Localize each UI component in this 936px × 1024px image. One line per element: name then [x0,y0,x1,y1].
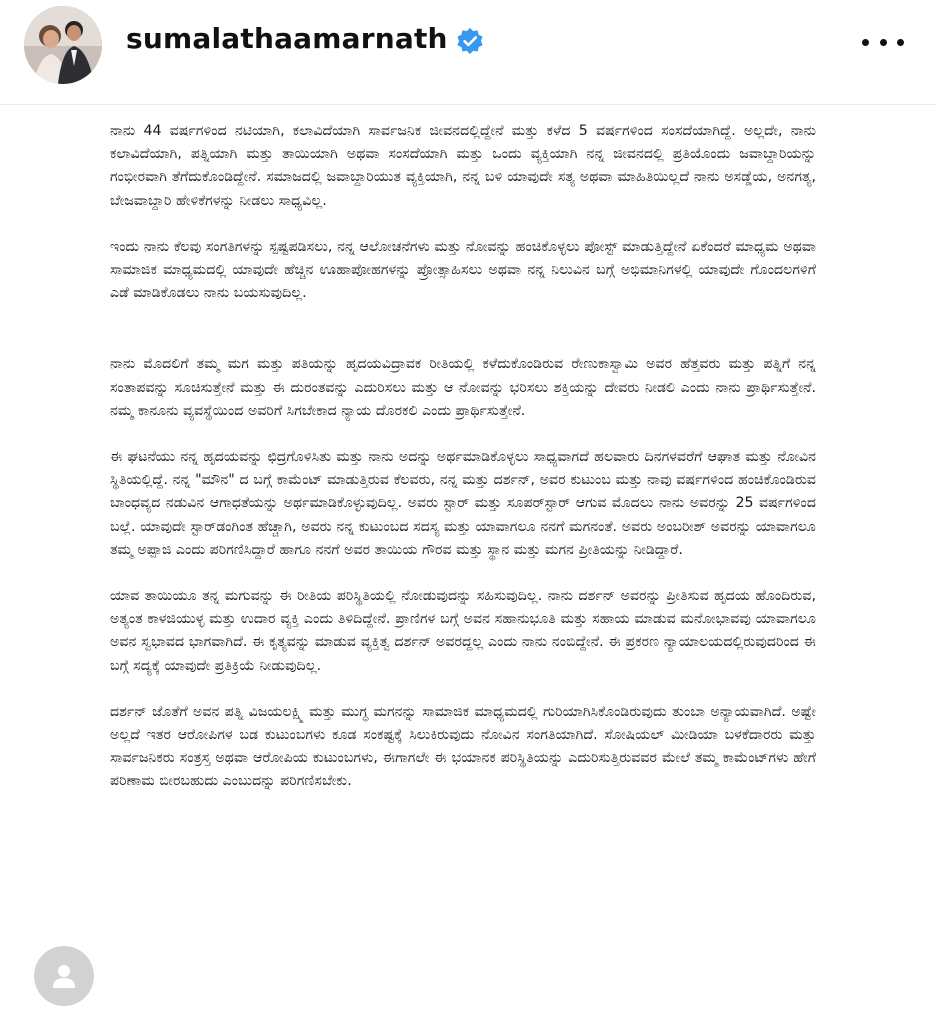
header-divider [0,104,936,105]
dot-icon [862,39,869,46]
profile-avatar[interactable] [24,6,102,84]
post-header [0,0,936,92]
paragraph: ಯಾವ ತಾಯಿಯೂ ತನ್ನ ಮಗುವನ್ನು ಈ ರೀತಿಯ ಪರಿಸ್ಥಿತಿಯಲ್ಲಿ ನೋಡುವುದನ್ನು ಸಹಿಸುವುದಿಲ್ಲ. ನಾನು ದರ್ಶನ್ ಅವರನ್ನು ಪ್ರೀತಿಸುವ ಹೃದಯ ಹೊಂದಿರುವ, ಅತ್ಯಂತ ಕಾಳಜಿಯುಳ್ಳ ಮತ್ತು ಉದಾರ ವ್ಯಕ್ತಿ ಎಂದು ತಿಳಿದಿದ್ದೇನೆ. ಪ್ರಾಣಿಗಳ ಬಗ್ಗೆ ಅವನ ಸಹಾನುಭೂತಿ ಮತ್ತು ಸಹಾಯ ಮಾಡುವ ಮನೋಭಾವವು ಯಾವಾಗಲೂ ಅವನ ಸ್ವಭಾವದ ಭಾಗವಾಗಿದೆ. ಈ ಕೃತ್ಯವನ್ನು ಮಾಡುವ ವ್ಯಕ್ತಿತ್ವ ದರ್ಶನ್ ಅವರದ್ದಲ್ಲ ಎಂದು ನಾನು ನಂಬಿದ್ದೇನೆ. ಈ ಪ್ರಕರಣ ನ್ಯಾಯಾಲಯದಲ್ಲಿರುವುದರಿಂದ ಈ ಬಗ್ಗೆ ಸದ್ಯಕ್ಕೆ ಯಾವುದೇ ಪ್ರತಿಕ್ರಿಯೆ ನೀಡುವುದಿಲ್ಲ. [110,588,816,674]
paragraph: ನಾನು ಮೊದಲಿಗೆ ತಮ್ಮ ಮಗ ಮತ್ತು ಪತಿಯನ್ನು ಹೃದಯವಿದ್ರಾವಕ ರೀತಿಯಲ್ಲಿ ಕಳೆದುಕೊಂಡಿರುವ ರೇಣುಕಾಸ್ವಾಮಿ ಅವರ ಹೆತ್ತವರು ಮತ್ತು ಪತ್ನಿಗೆ ನನ್ನ ಸಂತಾಪವನ್ನು ಸೂಚಿಸುತ್ತೇನೆ ಮತ್ತು ಈ ದುರಂತವನ್ನು ಎದುರಿಸಲು ಮತ್ತು ಆ ನೋವನ್ನು ಭರಿಸಲು ಶಕ್ತಿಯನ್ನು ದೇವರು ನೀಡಲಿ ಎಂದು ನಾನು ಪ್ರಾರ್ಥಿಸುತ್ತೇನೆ. ನಮ್ಮ ಕಾನೂನು ವ್ಯವಸ್ಥೆಯಿಂದ ಅವರಿಗೆ ಸಿಗಬೇಕಾದ ನ್ಯಾಯ ದೊರಕಲಿ ಎಂದು ಪ್ರಾರ್ಥಿಸುತ್ತೇನೆ. [110,356,816,419]
paragraph: ಈ ಘಟನೆಯು ನನ್ನ ಹೃದಯವನ್ನು ಛಿದ್ರಗೊಳಿಸಿತು ಮತ್ತು ನಾನು ಅದನ್ನು ಅರ್ಥಮಾಡಿಕೊಳ್ಳಲು ಸಾಧ್ಯವಾಗದೆ ಹಲವಾರು ದಿನಗಳವರೆಗೆ ಆಘಾತ ಮತ್ತು ನೋವಿನ ಸ್ಥಿತಿಯಲ್ಲಿದ್ದೆ. ನನ್ನ "ಮೌನ" ದ ಬಗ್ಗೆ ಕಾಮೆಂಟ್ ಮಾಡುತ್ತಿರುವ ಕೆಲವರು, ನನ್ನ ಮತ್ತು ದರ್ಶನ್, ಅವರ ಕುಟುಂಬ ಮತ್ತು ನಾವು ವರ್ಷಗಳಿಂದ ಹಂಚಿಕೊಂಡಿರುವ ಬಾಂಧವ್ಯದ ನಡುವಿನ ಆಗಾಧತೆಯನ್ನು ಅರ್ಥಮಾಡಿಕೊಳ್ಳುವುದಿಲ್ಲ. ಅವರು ಸ್ಟಾರ್ ಮತ್ತು ಸೂಪರ್‌ಸ್ಟಾರ್ ಆಗುವ ಮೊದಲು ನಾನು ಅವರನ್ನು 25 ವರ್ಷಗಳಿಂದ ಬಲ್ಲೆ. ಯಾವುದೇ ಸ್ಟಾರ್‌ಡಂಗಿಂತ ಹೆಚ್ಚಾಗಿ, ಅವರು ನನ್ನ ಕುಟುಂಬದ ಸದಸ್ಯ ಮತ್ತು ಯಾವಾಗಲೂ ನನಗೆ ಮಗನಂತೆ. ಅವರು ಅಂಬರೀಶ್ ಅವರನ್ನು ಯಾವಾಗಲೂ ತಮ್ಮ ಅಪ್ಪಾಜಿ ಎಂದು ಪರಿಗಣಿಸಿದ್ದಾರೆ ಹಾಗೂ ನನಗೆ ಅವರ ತಾಯಿಯ ಗೌರವ ಮತ್ತು ಸ್ಥಾನ ಮತ್ತು ಮಗನ ಪ್ರೀತಿಯನ್ನು ನೀಡಿದ್ದಾರೆ. [110,449,816,558]
post-text [110,120,816,817]
more-options-icon[interactable] [862,28,904,56]
paragraph: ದರ್ಶನ್ ಜೊತೆಗೆ ಅವನ ಪತ್ನಿ ವಿಜಯಲಕ್ಷ್ಮಿ ಮತ್ತು ಮುಗ್ಧ ಮಗನನ್ನು ಸಾಮಾಜಿಕ ಮಾಧ್ಯಮದಲ್ಲಿ ಗುರಿಯಾಗಿಸಿಕೊಂಡಿರುವುದು ತುಂಬಾ ಅನ್ಯಾಯವಾಗಿದೆ. ಅಷ್ಟೇ ಅಲ್ಲದೆ ಇತರ ಆರೋಪಿಗಳ ಬಡ ಕುಟುಂಬಗಳು ಕೂಡ ಸಂಕಷ್ಟಕ್ಕೆ ಸಿಲುಕಿರುವುದು ನೋವಿನ ಸಂಗತಿಯಾಗಿದೆ. ಸೋಷಿಯಲ್ ಮೀಡಿಯಾ ಬಳಕೆದಾರರು ಮತ್ತು ಸಾರ್ವಜನಿಕರು ಸಂತ್ರಸ್ತ ಅಥವಾ ಆರೋಪಿಯ ಕುಟುಂಬಗಳು, ಈಗಾಗಲೇ ಈ ಭಯಾನಕ ಪರಿಸ್ಥಿತಿಯನ್ನು ಎದುರಿಸುತ್ತಿರುವವರ ಮೇಲೆ ತಮ್ಮ ಕಾಮೆಂಟ್‌ಗಳು ಹೇಗೆ ಪರಿಣಾಮ ಬೀರಬಹುದು ಎಂಬುದನ್ನು ಪರಿಗಣಿಸಬೇಕು. [110,703,816,790]
dot-icon [897,39,904,46]
dot-icon [880,39,887,46]
user-placeholder-icon[interactable] [34,946,94,1006]
paragraph: ಇಂದು ನಾನು ಕೆಲವು ಸಂಗತಿಗಳನ್ನು ಸ್ಪಷ್ಟಪಡಿಸಲು, ನನ್ನ ಆಲೋಚನೆಗಳು ಮತ್ತು ನೋವನ್ನು ಹಂಚಿಕೊಳ್ಳಲು ಪೋಸ್ಟ್ ಮಾಡುತ್ತಿದ್ದೇನೆ ಏಕೆಂದರೆ ಮಾಧ್ಯಮ ಅಥವಾ ಸಾಮಾಜಿಕ ಮಾಧ್ಯಮದಲ್ಲಿ ಯಾವುದೇ ಹೆಚ್ಚಿನ ಊಹಾಪೋಹಗಳನ್ನು ಪ್ರೋತ್ಸಾಹಿಸಲು ಅಥವಾ ನನ್ನ ನಿಲುವಿನ ಬಗ್ಗೆ ಅಭಿಮಾನಿಗಳಲ್ಲಿ ಯಾವುದೇ ಗೊಂದಲಗಳಿಗೆ ಎಡೆ ಮಾಡಿಕೊಡಲು ನಾನು ಬಯಸುವುದಿಲ್ಲ. [110,238,816,302]
paragraph: ನಾನು 44 ವರ್ಷಗಳಿಂದ ನಟಿಯಾಗಿ, ಕಲಾವಿದೆಯಾಗಿ ಸಾರ್ವಜನಿಕ ಜೀವನದಲ್ಲಿದ್ದೇನೆ ಮತ್ತು ಕಳೆದ 5 ವರ್ಷಗಳಿಂದ ಸಂಸದೆಯಾಗಿದ್ದೆ. ಅಲ್ಲದೇ, ನಾನು ಕಲಾವಿದೆಯಾಗಿ, ಪತ್ನಿಯಾಗಿ ಮತ್ತು ತಾಯಿಯಾಗಿ ಅಥವಾ ಸಂಸದೆಯಾಗಿ ಮತ್ತು ಒಂದು ವ್ಯಕ್ತಿಯಾಗಿ ನನ್ನ ಜೀವನದಲ್ಲಿ ಪ್ರತಿಯೊಂದು ಜವಾಬ್ದಾರಿಯನ್ನು ಗಂಭೀರವಾಗಿ ತೆಗೆದುಕೊಂಡಿದ್ದೇನೆ. ಸಮಾಜದಲ್ಲಿ ಜವಾಬ್ದಾರಿಯುತ ವ್ಯಕ್ತಿಯಾಗಿ, ನನ್ನ ಬಳಿ ಯಾವುದೇ ಸತ್ಯ ಅಥವಾ ಮಾಹಿತಿಯಿಲ್ಲದೆ ನಾನು ಅಸಡ್ಡೆಯ, ಅನಗತ್ಯ, ಬೇಜವಾಬ್ದಾರಿ ಹೇಳಿಕೆಗಳನ್ನು ನೀಡಲು ಸಾಧ್ಯವಿಲ್ಲ. [110,123,816,209]
verified-badge-icon [455,27,485,57]
username[interactable]: sumalathaamarnath [126,22,448,55]
